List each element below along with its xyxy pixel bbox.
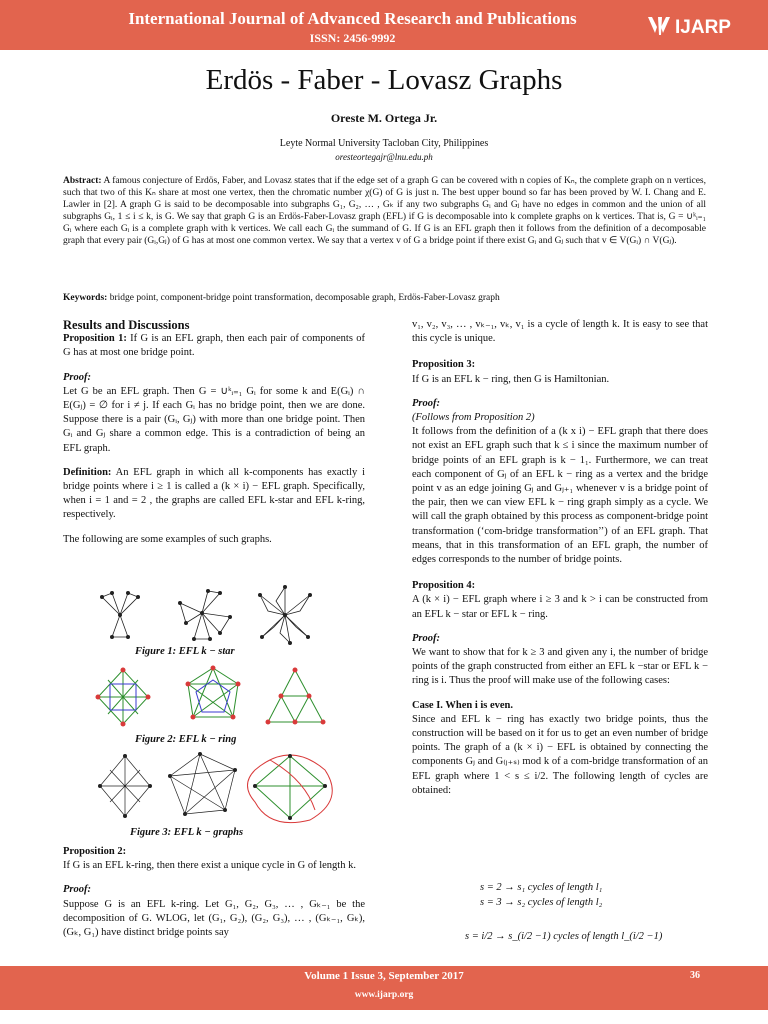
prop1-text: If G is an EFL graph, then each pair of components of G has at most one bridge point. xyxy=(63,333,365,359)
paper-title: Erdös - Faber - Lovasz Graphs xyxy=(205,64,563,96)
prop4-text: A (k × i) − EFL graph where i ≥ 3 and k > i can be constructed from an EFL k − star or EFL k − ring. xyxy=(412,594,708,620)
definition-label: Definition: xyxy=(63,466,112,478)
left-column-bottom xyxy=(63,845,365,940)
abstract-text: A famous conjecture of Erdös, Faber, and Lovasz states that if the edge set of a graph G can be covered with n copies of Kₙ, the complete graph on n vertices, such that two of this Kₙ share at most one vertex, then the chromatic number χ(G) of G is just n. The best upper bound so far has been proved by W. I. Chang and E. Lawler in [2]. A graph G is said to be decomposable into subgraphs G₁, G₂, … , Gₖ if any two subgraphs Gᵢ and Gⱼ have no edges in common and the union of all subgraphs Gᵢ, 1 ≤ i ≤ k, is G. We say that graph G is an Erdös-Faber-Lovasz graph (EFL) if G is decomposable into k complete graphs on k vertices. That is, G = ∪ᵏᵢ₌₁ Gᵢ where each Gᵢ is a complete graph with k vertices. We call each Gᵢ the summand of G. If G is an EFL graph then it follows from the definition of a decomposable graph that every pair (Gᵢ,Gⱼ) of G has at most one common vertex. We say that a vertex v of G a bridge point if there exist Gᵢ and Gⱼ such that v ∈ V(Gᵢ) ∩ V(Gⱼ). xyxy=(63,176,706,246)
author-affiliation: Leyte Normal University Tacloban City, Philippines xyxy=(279,138,489,149)
journal-title: International Journal of Advanced Research and Publications xyxy=(128,9,577,28)
proof2-label: Proof: xyxy=(63,884,91,896)
figure-3-caption: Figure 3: EFL k − graphs xyxy=(130,827,244,838)
prop2-text: If G is an EFL k-ring, then there exist a unique cycle in G of length k. xyxy=(63,860,356,872)
proof2-text: Suppose G is an EFL k-ring. Let G₁, G₂, G₃, … , Gₖ₋₁ be the decomposition of G. WLOG, let (G₁, G₂), (G₂, G₃), … , (Gₖ₋₁, Gₖ), (Gₖ, G₁) have distinct bridge points say xyxy=(63,898,365,939)
left-column-top xyxy=(63,318,365,547)
footer-url[interactable]: www.ijarp.org xyxy=(354,990,414,1000)
figure-1-caption: Figure 1: EFL k − star xyxy=(135,646,235,657)
proof4-text: We want to show that for k ≥ 3 and given any i, the number of bridge points of the graph constructed from either an EFL k −star or EFL k − ring is i. Thus the proof will make use of the following cases: xyxy=(412,647,708,687)
logo-text: IJARP xyxy=(675,17,731,38)
right-column xyxy=(412,318,708,798)
author-email[interactable]: oresteortegajr@lnu.edu.ph xyxy=(335,152,433,162)
definition-text: An EFL graph in which all k-components has exactly i bridge points where i ≥ 1 is called a (k × i) − EFL graph. Specifically, when i = 1 and = 2 , the graphs are called EFL k-star and EFL k-ring, respectively. xyxy=(63,466,365,521)
examples-text: The following are some examples of such graphs. xyxy=(63,533,272,545)
equation-1: s = 2 → s₁ cycles of length l₁ xyxy=(480,882,603,893)
journal-header xyxy=(0,0,768,50)
prop2-label: Proposition 2: xyxy=(63,846,127,857)
ijarp-logo-icon xyxy=(646,15,672,37)
prop3-label: Proposition 3: xyxy=(412,359,476,371)
equation-3: s = i/2 → s_(i/2 −1) cycles of length l_(i/2 −1) xyxy=(465,931,663,942)
footer-volume: Volume 1 Issue 3, September 2017 xyxy=(304,970,464,982)
abstract-label: Abstract: xyxy=(63,176,102,186)
cycle-continuation: v₁, v₂, v₃, … , vₖ₋₁, vₖ, v₁ is a cycle of length k. It is easy to see that this cycle is unique. xyxy=(412,319,708,345)
case-label: Case I. When i is even. xyxy=(412,699,514,711)
follows-note: (Follows from Proposition 2) xyxy=(412,412,535,424)
section-heading: Results and Discussions xyxy=(63,318,190,332)
page-number: 36 xyxy=(690,970,700,981)
proof1-label: Proof: xyxy=(63,371,91,383)
proof4-label: Proof: xyxy=(412,632,440,644)
proof1-text: Let G be an EFL graph. Then G = ∪ᵏᵢ₌₁ Gᵢ for some k and E(Gᵢ) ∩ E(Gⱼ) = ∅ for i ≠ j. If each Gᵢ has no bridge point, then we are done. Suppose there is a pair (Gᵢ, Gⱼ) with more than one bridge point. Then Gᵢ and Gⱼ share a common edge. This is a contradiction of being an EFL graph. xyxy=(63,385,365,454)
figure-2-efl-ring xyxy=(88,662,338,732)
prop3-text: If G is an EFL k − ring, then G is Hamiltonian. xyxy=(412,373,610,385)
keywords-text: bridge point, component-bridge point transformation, decomposable graph, Erdös-Faber-Lovasz graph xyxy=(109,293,500,303)
abstract xyxy=(63,175,706,247)
journal-issn: ISSN: 2456-9992 xyxy=(309,31,396,45)
journal-logo xyxy=(646,15,731,39)
prop1-label: Proposition 1: xyxy=(63,333,127,345)
keywords-label: Keywords: xyxy=(63,293,108,303)
figure-1-efl-star xyxy=(90,585,335,645)
journal-footer xyxy=(0,966,768,1010)
proof3-text: It follows from the definition of a (k x i) − EFL graph that there does not exist an EFL graph such that k ≤ i since the maximum number of bridge points of an EFL graph is k − 1₁. Furthermore, we can treat each component of Gⱼ of an EFL k − ring as a vertex and the bridge point v as an edge joining Gⱼ and Gⱼ₊₁ whenever v is a bridge point of the pair, then we can view EFL k − ring graph simply as a cycle. We will call the graph obtained by this process as component-bridge point transformation (‘com-bridge transformation’’) of an EFL graph. That means, that in this transformation of an EFL graph, the number of edges corresponds to the number of bridge points. xyxy=(412,426,708,566)
keywords xyxy=(63,293,706,303)
figure-2-caption: Figure 2: EFL k − ring xyxy=(135,734,237,745)
figure-3-efl-graphs xyxy=(95,750,335,825)
equation-2: s = 3 → s₂ cycles of length l₂ xyxy=(480,897,603,908)
proof3-label: Proof: xyxy=(412,397,440,409)
author-name: Oreste M. Ortega Jr. xyxy=(330,111,438,125)
case-text: Since and EFL k − ring has exactly two bridge points, thus the construction will be based on it for us to get an even number of bridge points. The graph of a (k × i) − EFL is obtained by connecting the components Gⱼ and G₍ⱼ₊ₛ₎ mod k of a com-bridge transformation of an EFL graph where 1 < s ≤ i/2. The following length of cycles are obtained: xyxy=(412,713,708,796)
prop4-label: Proposition 4: xyxy=(412,580,476,592)
